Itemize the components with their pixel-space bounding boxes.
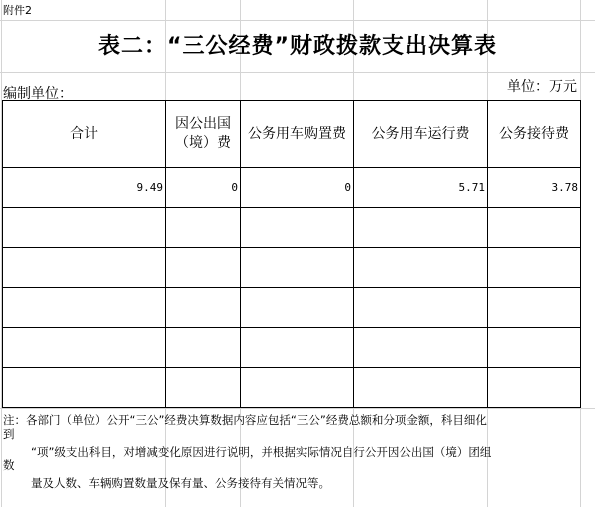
table-cell[interactable] xyxy=(3,368,166,408)
table-cell[interactable] xyxy=(354,288,488,328)
table-row xyxy=(3,208,581,248)
col-header-reception[interactable]: 公务接待费 xyxy=(488,101,581,168)
unit-label: 单位：万元 xyxy=(507,79,577,95)
annex-label: 附件2 xyxy=(3,4,32,17)
org-label: 编制单位： xyxy=(3,86,73,102)
footnote-line: 到 xyxy=(3,427,15,441)
gridline xyxy=(0,20,595,21)
footnote-line: 量及人数、车辆购置数量及保有量、公务接待有关情况等。 xyxy=(31,476,330,490)
table-cell[interactable] xyxy=(166,248,241,288)
table-cell[interactable] xyxy=(241,288,354,328)
table-cell[interactable] xyxy=(488,208,581,248)
table-cell[interactable] xyxy=(3,328,166,368)
table-row xyxy=(3,168,581,208)
table-row xyxy=(3,328,581,368)
table-row xyxy=(3,248,581,288)
table-cell[interactable] xyxy=(3,288,166,328)
table-cell[interactable] xyxy=(3,208,166,248)
table-cell[interactable] xyxy=(3,248,166,288)
footnote-line: 数 xyxy=(3,458,15,472)
table-cell[interactable] xyxy=(488,368,581,408)
table-cell[interactable] xyxy=(354,328,488,368)
table-cell[interactable] xyxy=(166,208,241,248)
table-cell[interactable] xyxy=(166,368,241,408)
table-cell[interactable] xyxy=(241,328,354,368)
footnote-line: “项”级支出科目，对增减变化原因进行说明，并根据实际情况自行公开因公出国（境）团组 xyxy=(31,445,492,459)
col-header-overseas[interactable]: 因公出国（境）费 xyxy=(166,101,241,168)
table-cell[interactable]: 3.78 xyxy=(488,168,581,208)
expenditure-table xyxy=(2,100,581,408)
table-cell[interactable] xyxy=(241,368,354,408)
table-cell[interactable]: 9.49 xyxy=(3,168,166,208)
gridline xyxy=(0,72,595,73)
table-row xyxy=(3,368,581,408)
col-header-vehicle-purchase[interactable]: 公务用车购置费 xyxy=(241,101,354,168)
table-cell[interactable] xyxy=(241,208,354,248)
page-title: 表二：“三公经费”财政拨款支出决算表 xyxy=(98,34,497,59)
footnote xyxy=(3,409,591,493)
table-cell[interactable]: 0 xyxy=(241,168,354,208)
table-cell[interactable] xyxy=(488,248,581,288)
table-cell[interactable] xyxy=(354,368,488,408)
table-cell[interactable] xyxy=(488,288,581,328)
table-cell[interactable] xyxy=(241,248,354,288)
table-header-row xyxy=(3,101,581,168)
footnote-line: 注：各部门（单位）公开“三公”经费决算数据内容应包括“三公”经费总额和分项金额，科目细化 xyxy=(3,413,487,427)
table-cell[interactable]: 5.71 xyxy=(354,168,488,208)
table-cell[interactable] xyxy=(488,328,581,368)
col-header-vehicle-operation[interactable]: 公务用车运行费 xyxy=(354,101,488,168)
table-cell[interactable]: 0 xyxy=(166,168,241,208)
col-header-total[interactable]: 合计 xyxy=(3,101,166,168)
table-cell[interactable] xyxy=(354,208,488,248)
table-cell[interactable] xyxy=(166,328,241,368)
table-cell[interactable] xyxy=(166,288,241,328)
table-cell[interactable] xyxy=(354,248,488,288)
table-row xyxy=(3,288,581,328)
